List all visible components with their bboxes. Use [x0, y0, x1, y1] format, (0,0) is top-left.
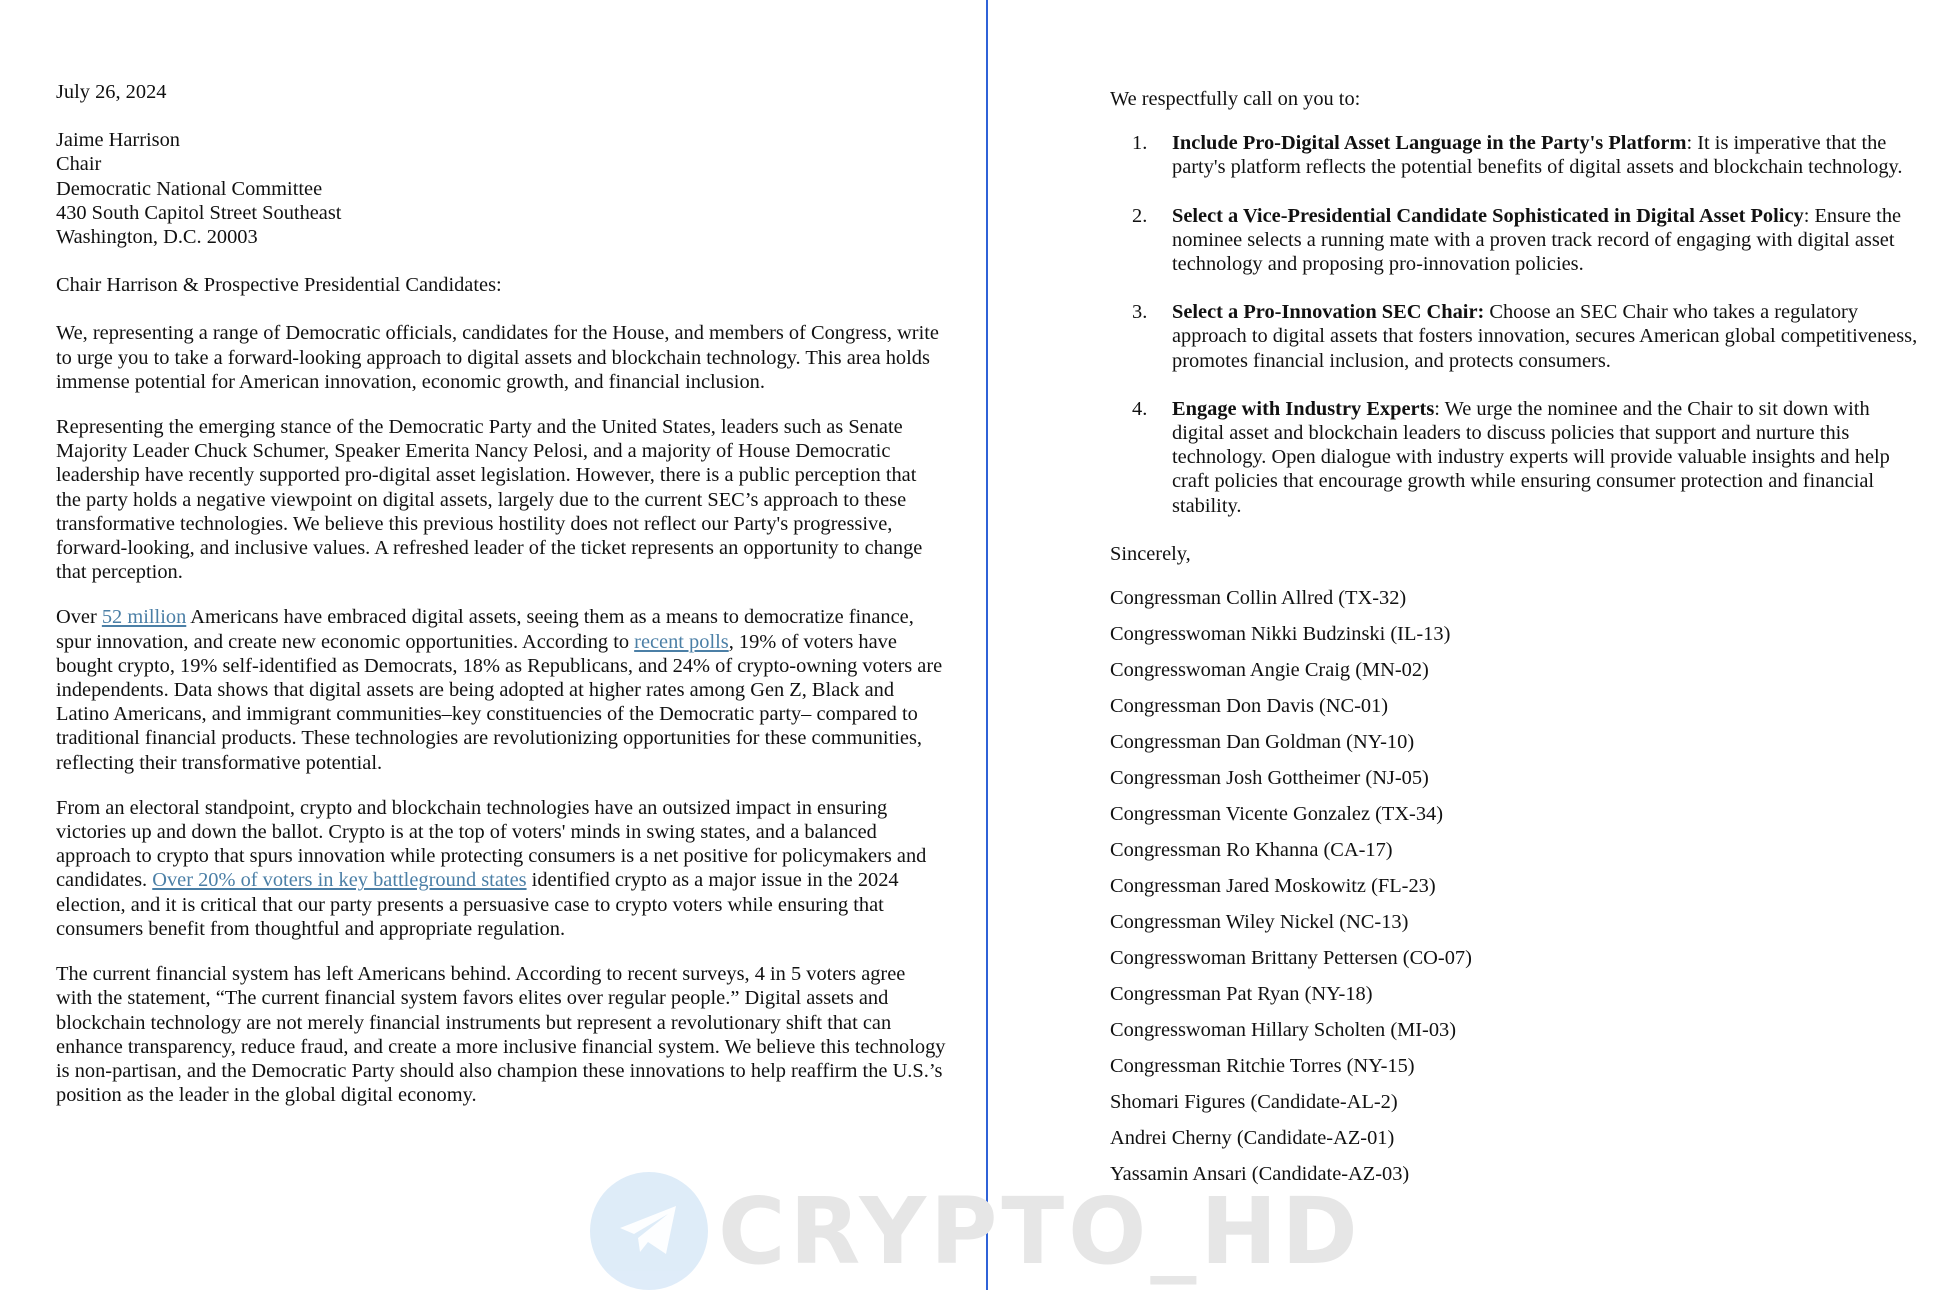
recipient-title: Chair	[56, 153, 102, 176]
ask-text: : It is imperative that the party's platform reflects the potential benefits of digital assets and blockchain technology.	[1172, 132, 1903, 179]
signer: Congresswoman Hillary Scholten (MI-03)	[1110, 1019, 1457, 1042]
signer: Congressman Ritchie Torres (NY-15)	[1110, 1055, 1415, 1078]
text-segment: , 19% of voters have bought crypto, 19% self-identified as Democrats, 18% as Republicans, and 24% of crypto-owning voters are independents. Data shows that digital assets are being adopted at higher rates among Gen Z, Black and Latino Americans, and immigrant communities–key constituencies of the Democratic party– compared to traditional financial products. These technologies are revolutionizing opportunities for these communities, reflecting their transformative potential.	[56, 630, 943, 774]
letter-date: July 26, 2024	[56, 81, 167, 103]
salutation: Chair Harrison & Prospective Presidential Candidates:	[56, 274, 502, 297]
ask-text: : We urge the nominee and the Chair to sit down with digital asset and blockchain leaders to discuss policies that support and nurture this technology. Open dialogue with industry experts will provide valuable insights and help craft policies that encourage growth while ensuring consumer protection and financial stability.	[1172, 397, 1890, 517]
signer: Congressman Don Davis (NC-01)	[1110, 695, 1389, 718]
paragraph-intro: We, representing a range of Democratic officials, candidates for the House, and members of Congress, write to urge you to take a forward-looking approach to digital assets and blockchain technology. This area holds immense potential for American innovation, economic growth, and financial inclusion.	[56, 322, 939, 393]
ask-text: Choose an SEC Chair who takes a regulatory approach to digital assets that fosters innovation, secures American global competitiveness, promotes financial inclusion, and protects consumers.	[1172, 301, 1918, 372]
signers-list	[1110, 586, 1926, 1198]
ask-heading: Include Pro-Digital Asset Language in the Party's Platform	[1172, 132, 1687, 155]
closing: Sincerely,	[1110, 542, 1191, 565]
recipient-address	[56, 128, 946, 249]
watermark-text: CRYPTO_HD	[718, 1178, 1362, 1285]
telegram-plane-glyph	[616, 1200, 682, 1260]
text-segment: Americans have embraced digital assets, seeing them as a means to democratize finance, spur innovation, and create new economic opportunities. According to	[56, 606, 914, 653]
signer: Congresswoman Brittany Pettersen (CO-07)	[1110, 947, 1472, 970]
text-segment: From an electoral standpoint, crypto and blockchain technologies have an outsized impact in ensuring victories up and down the ballot. Crypto is at the top of voters' minds in swing states, and a balanced approach to crypto that spurs innovation while protecting consumers is a net positive for policymakers and candidates.	[56, 796, 927, 892]
ask-item	[1110, 300, 1926, 373]
signer: Andrei Cherny (Candidate-AZ-01)	[1110, 1127, 1395, 1150]
text-segment: Over	[56, 606, 102, 629]
recipient-city: Washington, D.C. 20003	[56, 226, 258, 249]
ask-item	[1110, 397, 1926, 518]
letter-page-right	[990, 0, 1938, 1290]
signer: Congressman Dan Goldman (NY-10)	[1110, 731, 1415, 754]
paragraph-adoption	[56, 605, 946, 774]
asks-list	[1110, 131, 1926, 518]
ask-number: 4.	[1132, 397, 1148, 420]
signer: Congresswoman Nikki Budzinski (IL-13)	[1110, 623, 1451, 646]
recipient-name: Jaime Harrison	[56, 129, 181, 152]
link-recent-polls[interactable]: recent polls	[634, 630, 729, 653]
call-intro: We respectfully call on you to:	[1110, 88, 1361, 110]
ask-heading: Engage with Industry Experts	[1172, 397, 1435, 420]
ask-number: 1.	[1132, 132, 1148, 155]
text-segment: identified crypto as a major issue in the 2024 election, and it is critical that our party presents a persuasive case to crypto voters while ensuring that consumers benefit from thoughtful and appropriate regulation.	[56, 869, 899, 940]
link-52-million[interactable]: 52 million	[101, 606, 187, 629]
ask-heading: Select a Pro-Innovation SEC Chair:	[1172, 301, 1485, 324]
ask-item	[1110, 204, 1926, 277]
signer: Congressman Collin Allred (TX-32)	[1110, 587, 1407, 610]
signer: Congressman Ro Khanna (CA-17)	[1110, 839, 1393, 862]
recipient-street: 430 South Capitol Street Southeast	[56, 201, 342, 224]
paragraph-party-stance: Representing the emerging stance of the Democratic Party and the United States, leaders such as Senate Majority Leader Chuck Schumer, Speaker Emerita Nancy Pelosi, and a majority of House Democratic leadership have recently supported pro-digital asset legislation. However, there is a public perception that the party holds a negative viewpoint on digital assets, largely due to the current SEC’s approach to these transformative technologies. We believe this previous hostility does not reflect our Party's progressive, forward-looking, and inclusive values. A refreshed leader of the ticket represents an opportunity to change that perception.	[56, 416, 923, 584]
signer: Congressman Pat Ryan (NY-18)	[1110, 983, 1373, 1006]
signer: Shomari Figures (Candidate-AL-2)	[1110, 1091, 1398, 1114]
recipient-org: Democratic National Committee	[56, 177, 323, 200]
link-battleground-voters[interactable]: Over 20% of voters in key battleground states	[152, 869, 527, 892]
page-divider	[986, 0, 988, 1290]
ask-heading: Select a Vice-Presidential Candidate Sophisticated in Digital Asset Policy	[1172, 204, 1804, 227]
ask-number: 2.	[1132, 204, 1148, 227]
signer: Congressman Jared Moskowitz (FL-23)	[1110, 875, 1436, 898]
ask-item	[1110, 131, 1926, 179]
signer: Congressman Wiley Nickel (NC-13)	[1110, 911, 1409, 934]
ask-text: : Ensure the nominee selects a running mate with a proven track record of engaging with digital asset technology and proposing pro-innovation policies.	[1172, 204, 1902, 276]
ask-number: 3.	[1132, 301, 1148, 324]
signer: Congressman Vicente Gonzalez (TX-34)	[1110, 803, 1444, 826]
signer: Yassamin Ansari (Candidate-AZ-03)	[1110, 1163, 1410, 1186]
paragraph-financial-system: The current financial system has left Americans behind. According to recent surveys, 4 in 5 voters agree with the statement, “The current financial system favors elites over regular people.” Digital assets and blockchain technology are not merely financial instruments but represent a revolutionary shift that can enhance transparency, reduce fraud, and create a more inclusive financial system. We believe this technology is non-partisan, and the Democratic Party should also champion these innovations to help reaffirm the U.S.’s position as the leader in the global digital economy.	[56, 963, 946, 1107]
signer: Congresswoman Angie Craig (MN-02)	[1110, 659, 1429, 682]
paragraph-electoral	[56, 796, 946, 941]
signer: Congressman Josh Gottheimer (NJ-05)	[1110, 767, 1429, 790]
telegram-plane-icon	[590, 1172, 708, 1290]
